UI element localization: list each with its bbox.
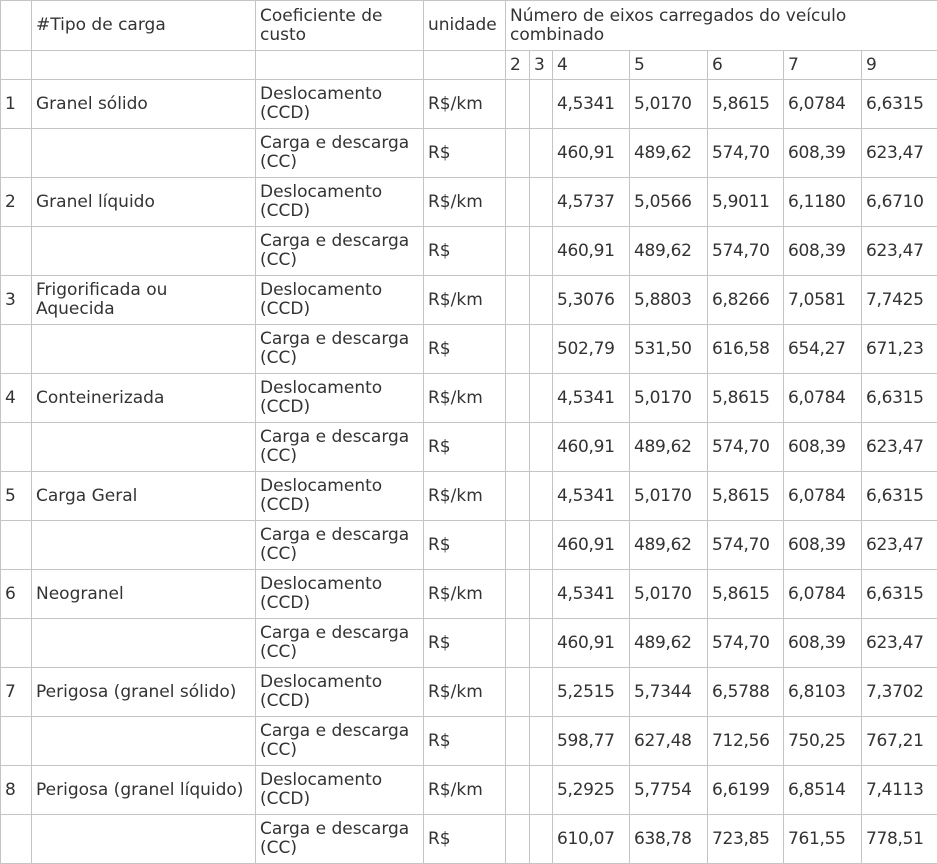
axle-value-cell: 5,0170 <box>630 472 708 521</box>
axle-value-cell: 608,39 <box>784 227 862 276</box>
unit-cell: R$ <box>424 619 506 668</box>
axle-value-cell: 5,3076 <box>553 276 630 325</box>
axle-value-cell <box>506 570 530 619</box>
row-number-cell: 7 <box>1 668 32 717</box>
table-row <box>1 178 937 227</box>
axle-value-cell <box>530 815 553 864</box>
axle-value-cell: 7,0581 <box>784 276 862 325</box>
unit-cell: R$/km <box>424 276 506 325</box>
axle-value-cell: 4,5341 <box>553 472 630 521</box>
axle-value-cell: 4,5341 <box>553 570 630 619</box>
axle-value-cell <box>506 227 530 276</box>
cost-coefficient-cell: Deslocamento (CCD) <box>256 668 424 717</box>
axle-value-cell <box>506 521 530 570</box>
cost-coefficient-cell: Carga e descarga (CC) <box>256 717 424 766</box>
table-row <box>1 815 937 864</box>
axle-value-cell: 5,8803 <box>630 276 708 325</box>
axle-value-cell <box>530 472 553 521</box>
unit-cell: R$/km <box>424 570 506 619</box>
cargo-type-cell: Carga Geral <box>32 472 256 521</box>
cost-coefficient-cell: Deslocamento (CCD) <box>256 472 424 521</box>
axle-value-cell <box>530 178 553 227</box>
cargo-type-cell: Perigosa (granel sólido) <box>32 668 256 717</box>
axle-value-cell: 627,48 <box>630 717 708 766</box>
axle-value-cell: 7,4113 <box>862 766 937 815</box>
table-row <box>1 325 937 374</box>
header-unit: unidade <box>424 1 506 51</box>
row-number-cell <box>1 325 32 374</box>
axle-value-cell: 574,70 <box>708 227 784 276</box>
axle-value-cell: 5,9011 <box>708 178 784 227</box>
axle-value-cell: 489,62 <box>630 619 708 668</box>
axle-value-cell <box>530 766 553 815</box>
axle-value-cell: 6,6199 <box>708 766 784 815</box>
unit-cell: R$/km <box>424 472 506 521</box>
axle-value-cell: 610,07 <box>553 815 630 864</box>
table-row <box>1 521 937 570</box>
axle-value-cell: 5,0566 <box>630 178 708 227</box>
unit-cell: R$/km <box>424 80 506 129</box>
axle-value-cell: 531,50 <box>630 325 708 374</box>
row-number-cell: 5 <box>1 472 32 521</box>
axle-value-cell: 6,6315 <box>862 570 937 619</box>
axle-value-cell: 712,56 <box>708 717 784 766</box>
axle-value-cell <box>506 374 530 423</box>
cargo-type-cell <box>32 717 256 766</box>
axle-value-cell: 489,62 <box>630 423 708 472</box>
row-number-cell: 8 <box>1 766 32 815</box>
axle-value-cell: 608,39 <box>784 423 862 472</box>
axle-value-cell: 671,23 <box>862 325 937 374</box>
axle-value-cell: 6,0784 <box>784 570 862 619</box>
axle-count-header: 6 <box>708 51 784 80</box>
row-number-cell: 6 <box>1 570 32 619</box>
axle-value-cell: 623,47 <box>862 129 937 178</box>
axles-header-blank <box>32 51 256 80</box>
row-number-cell: 4 <box>1 374 32 423</box>
axle-value-cell: 6,8103 <box>784 668 862 717</box>
cost-coefficient-cell: Deslocamento (CCD) <box>256 570 424 619</box>
axle-value-cell <box>506 668 530 717</box>
cost-coefficient-cell: Carga e descarga (CC) <box>256 325 424 374</box>
axle-value-cell: 654,27 <box>784 325 862 374</box>
cargo-type-cell <box>32 129 256 178</box>
cargo-type-cell: Neogranel <box>32 570 256 619</box>
header-row-number <box>1 1 32 51</box>
axle-value-cell <box>530 521 553 570</box>
axle-value-cell: 623,47 <box>862 227 937 276</box>
axle-value-cell <box>506 472 530 521</box>
axle-value-cell: 608,39 <box>784 619 862 668</box>
axle-value-cell: 4,5737 <box>553 178 630 227</box>
axles-header-blank <box>256 51 424 80</box>
header-cargo-type: #Tipo de carga <box>32 1 256 51</box>
table-row <box>1 374 937 423</box>
axle-value-cell <box>530 570 553 619</box>
axle-value-cell <box>530 374 553 423</box>
header-cost-coefficient: Coeficiente de custo <box>256 1 424 51</box>
table-row <box>1 717 937 766</box>
axle-value-cell <box>530 619 553 668</box>
cargo-type-cell: Frigorificada ou Aquecida <box>32 276 256 325</box>
axle-value-cell: 4,5341 <box>553 80 630 129</box>
axles-header-row <box>1 51 937 80</box>
axle-value-cell <box>530 717 553 766</box>
cost-coefficient-cell: Carga e descarga (CC) <box>256 227 424 276</box>
axle-value-cell: 7,7425 <box>862 276 937 325</box>
axle-value-cell: 778,51 <box>862 815 937 864</box>
axle-value-cell: 623,47 <box>862 619 937 668</box>
table-row <box>1 276 937 325</box>
unit-cell: R$/km <box>424 766 506 815</box>
axle-value-cell: 623,47 <box>862 521 937 570</box>
unit-cell: R$ <box>424 227 506 276</box>
header-axles-group: Número de eixos carregados do veículo combinado <box>506 1 937 51</box>
unit-cell: R$ <box>424 325 506 374</box>
table-row <box>1 80 937 129</box>
table-row <box>1 766 937 815</box>
axle-value-cell: 5,0170 <box>630 570 708 619</box>
axle-value-cell <box>506 80 530 129</box>
table-row <box>1 423 937 472</box>
axle-value-cell: 460,91 <box>553 619 630 668</box>
axle-value-cell: 574,70 <box>708 521 784 570</box>
table-row <box>1 570 937 619</box>
row-number-cell <box>1 815 32 864</box>
cost-coefficient-cell: Carga e descarga (CC) <box>256 129 424 178</box>
axle-value-cell: 460,91 <box>553 227 630 276</box>
axle-value-cell: 5,8615 <box>708 80 784 129</box>
cost-coefficient-cell: Deslocamento (CCD) <box>256 766 424 815</box>
row-number-cell <box>1 521 32 570</box>
axle-value-cell <box>530 227 553 276</box>
axle-value-cell: 7,3702 <box>862 668 937 717</box>
axle-value-cell: 6,8266 <box>708 276 784 325</box>
axle-value-cell <box>530 423 553 472</box>
unit-cell: R$/km <box>424 374 506 423</box>
unit-cell: R$ <box>424 129 506 178</box>
axle-value-cell: 616,58 <box>708 325 784 374</box>
axle-value-cell: 5,7754 <box>630 766 708 815</box>
axle-value-cell: 460,91 <box>553 423 630 472</box>
cost-coefficient-cell: Carga e descarga (CC) <box>256 423 424 472</box>
axle-value-cell: 6,0784 <box>784 472 862 521</box>
axle-count-header: 9 <box>862 51 937 80</box>
cost-coefficient-cell: Carga e descarga (CC) <box>256 521 424 570</box>
axle-value-cell: 574,70 <box>708 423 784 472</box>
axle-value-cell: 5,8615 <box>708 374 784 423</box>
axle-value-cell: 5,8615 <box>708 570 784 619</box>
row-number-cell: 2 <box>1 178 32 227</box>
axle-value-cell: 5,0170 <box>630 80 708 129</box>
axle-value-cell: 5,0170 <box>630 374 708 423</box>
cargo-type-cell <box>32 423 256 472</box>
axle-value-cell <box>506 423 530 472</box>
unit-cell: R$ <box>424 815 506 864</box>
cargo-type-cell: Conteinerizada <box>32 374 256 423</box>
axle-value-cell: 5,2925 <box>553 766 630 815</box>
axle-value-cell: 6,1180 <box>784 178 862 227</box>
table-row <box>1 227 937 276</box>
cargo-type-cell <box>32 815 256 864</box>
axle-value-cell <box>530 80 553 129</box>
unit-cell: R$ <box>424 423 506 472</box>
axle-value-cell: 598,77 <box>553 717 630 766</box>
cost-coefficient-cell: Deslocamento (CCD) <box>256 374 424 423</box>
header-row <box>1 1 937 51</box>
cost-coefficient-cell: Deslocamento (CCD) <box>256 276 424 325</box>
row-number-cell <box>1 619 32 668</box>
cargo-type-cell <box>32 619 256 668</box>
axle-count-header: 7 <box>784 51 862 80</box>
row-number-cell: 3 <box>1 276 32 325</box>
axle-value-cell: 608,39 <box>784 521 862 570</box>
unit-cell: R$/km <box>424 178 506 227</box>
row-number-cell <box>1 423 32 472</box>
axle-value-cell: 502,79 <box>553 325 630 374</box>
axle-count-header: 2 <box>506 51 530 80</box>
axle-value-cell: 574,70 <box>708 129 784 178</box>
axle-value-cell: 723,85 <box>708 815 784 864</box>
axle-value-cell <box>506 129 530 178</box>
cargo-type-cell: Granel sólido <box>32 80 256 129</box>
axle-value-cell: 623,47 <box>862 423 937 472</box>
axle-value-cell <box>506 717 530 766</box>
axle-value-cell <box>506 325 530 374</box>
axle-value-cell <box>530 276 553 325</box>
axle-value-cell: 6,6315 <box>862 374 937 423</box>
axle-value-cell: 608,39 <box>784 129 862 178</box>
axle-value-cell <box>506 619 530 668</box>
axle-count-header: 5 <box>630 51 708 80</box>
axle-value-cell: 750,25 <box>784 717 862 766</box>
table-row <box>1 129 937 178</box>
axle-value-cell: 489,62 <box>630 521 708 570</box>
row-number-cell <box>1 227 32 276</box>
axle-value-cell <box>530 325 553 374</box>
axle-value-cell <box>506 276 530 325</box>
row-number-cell: 1 <box>1 80 32 129</box>
table-row <box>1 619 937 668</box>
axle-value-cell: 460,91 <box>553 521 630 570</box>
axle-value-cell: 767,21 <box>862 717 937 766</box>
row-number-cell <box>1 717 32 766</box>
axle-value-cell: 4,5341 <box>553 374 630 423</box>
axle-value-cell: 6,6710 <box>862 178 937 227</box>
table-row <box>1 668 937 717</box>
row-number-cell <box>1 129 32 178</box>
axle-value-cell: 5,8615 <box>708 472 784 521</box>
cost-coefficient-cell: Carga e descarga (CC) <box>256 619 424 668</box>
cargo-type-cell <box>32 325 256 374</box>
axle-value-cell: 6,0784 <box>784 80 862 129</box>
cost-coefficient-cell: Deslocamento (CCD) <box>256 80 424 129</box>
axle-value-cell <box>506 178 530 227</box>
axle-value-cell <box>506 766 530 815</box>
axle-value-cell: 574,70 <box>708 619 784 668</box>
unit-cell: R$ <box>424 521 506 570</box>
axles-header-blank <box>424 51 506 80</box>
axle-value-cell: 6,5788 <box>708 668 784 717</box>
axle-value-cell: 6,8514 <box>784 766 862 815</box>
axle-value-cell: 460,91 <box>553 129 630 178</box>
axle-value-cell: 6,6315 <box>862 472 937 521</box>
unit-cell: R$/km <box>424 668 506 717</box>
cost-coefficient-cell: Deslocamento (CCD) <box>256 178 424 227</box>
axle-value-cell: 6,0784 <box>784 374 862 423</box>
axles-header-blank <box>1 51 32 80</box>
axle-value-cell: 5,2515 <box>553 668 630 717</box>
axle-value-cell: 489,62 <box>630 227 708 276</box>
axle-value-cell <box>530 668 553 717</box>
table-row <box>1 472 937 521</box>
axle-value-cell <box>506 815 530 864</box>
table-body <box>1 1 937 864</box>
cost-coefficient-cell: Carga e descarga (CC) <box>256 815 424 864</box>
unit-cell: R$ <box>424 717 506 766</box>
axle-value-cell: 6,6315 <box>862 80 937 129</box>
axle-value-cell: 638,78 <box>630 815 708 864</box>
axle-value-cell <box>530 129 553 178</box>
axle-count-header: 4 <box>553 51 630 80</box>
axle-value-cell: 761,55 <box>784 815 862 864</box>
axle-value-cell: 5,7344 <box>630 668 708 717</box>
cargo-type-cell <box>32 227 256 276</box>
axle-count-header: 3 <box>530 51 553 80</box>
cargo-type-cell <box>32 521 256 570</box>
cargo-type-cell: Granel líquido <box>32 178 256 227</box>
cargo-type-cell: Perigosa (granel líquido) <box>32 766 256 815</box>
axle-value-cell: 489,62 <box>630 129 708 178</box>
